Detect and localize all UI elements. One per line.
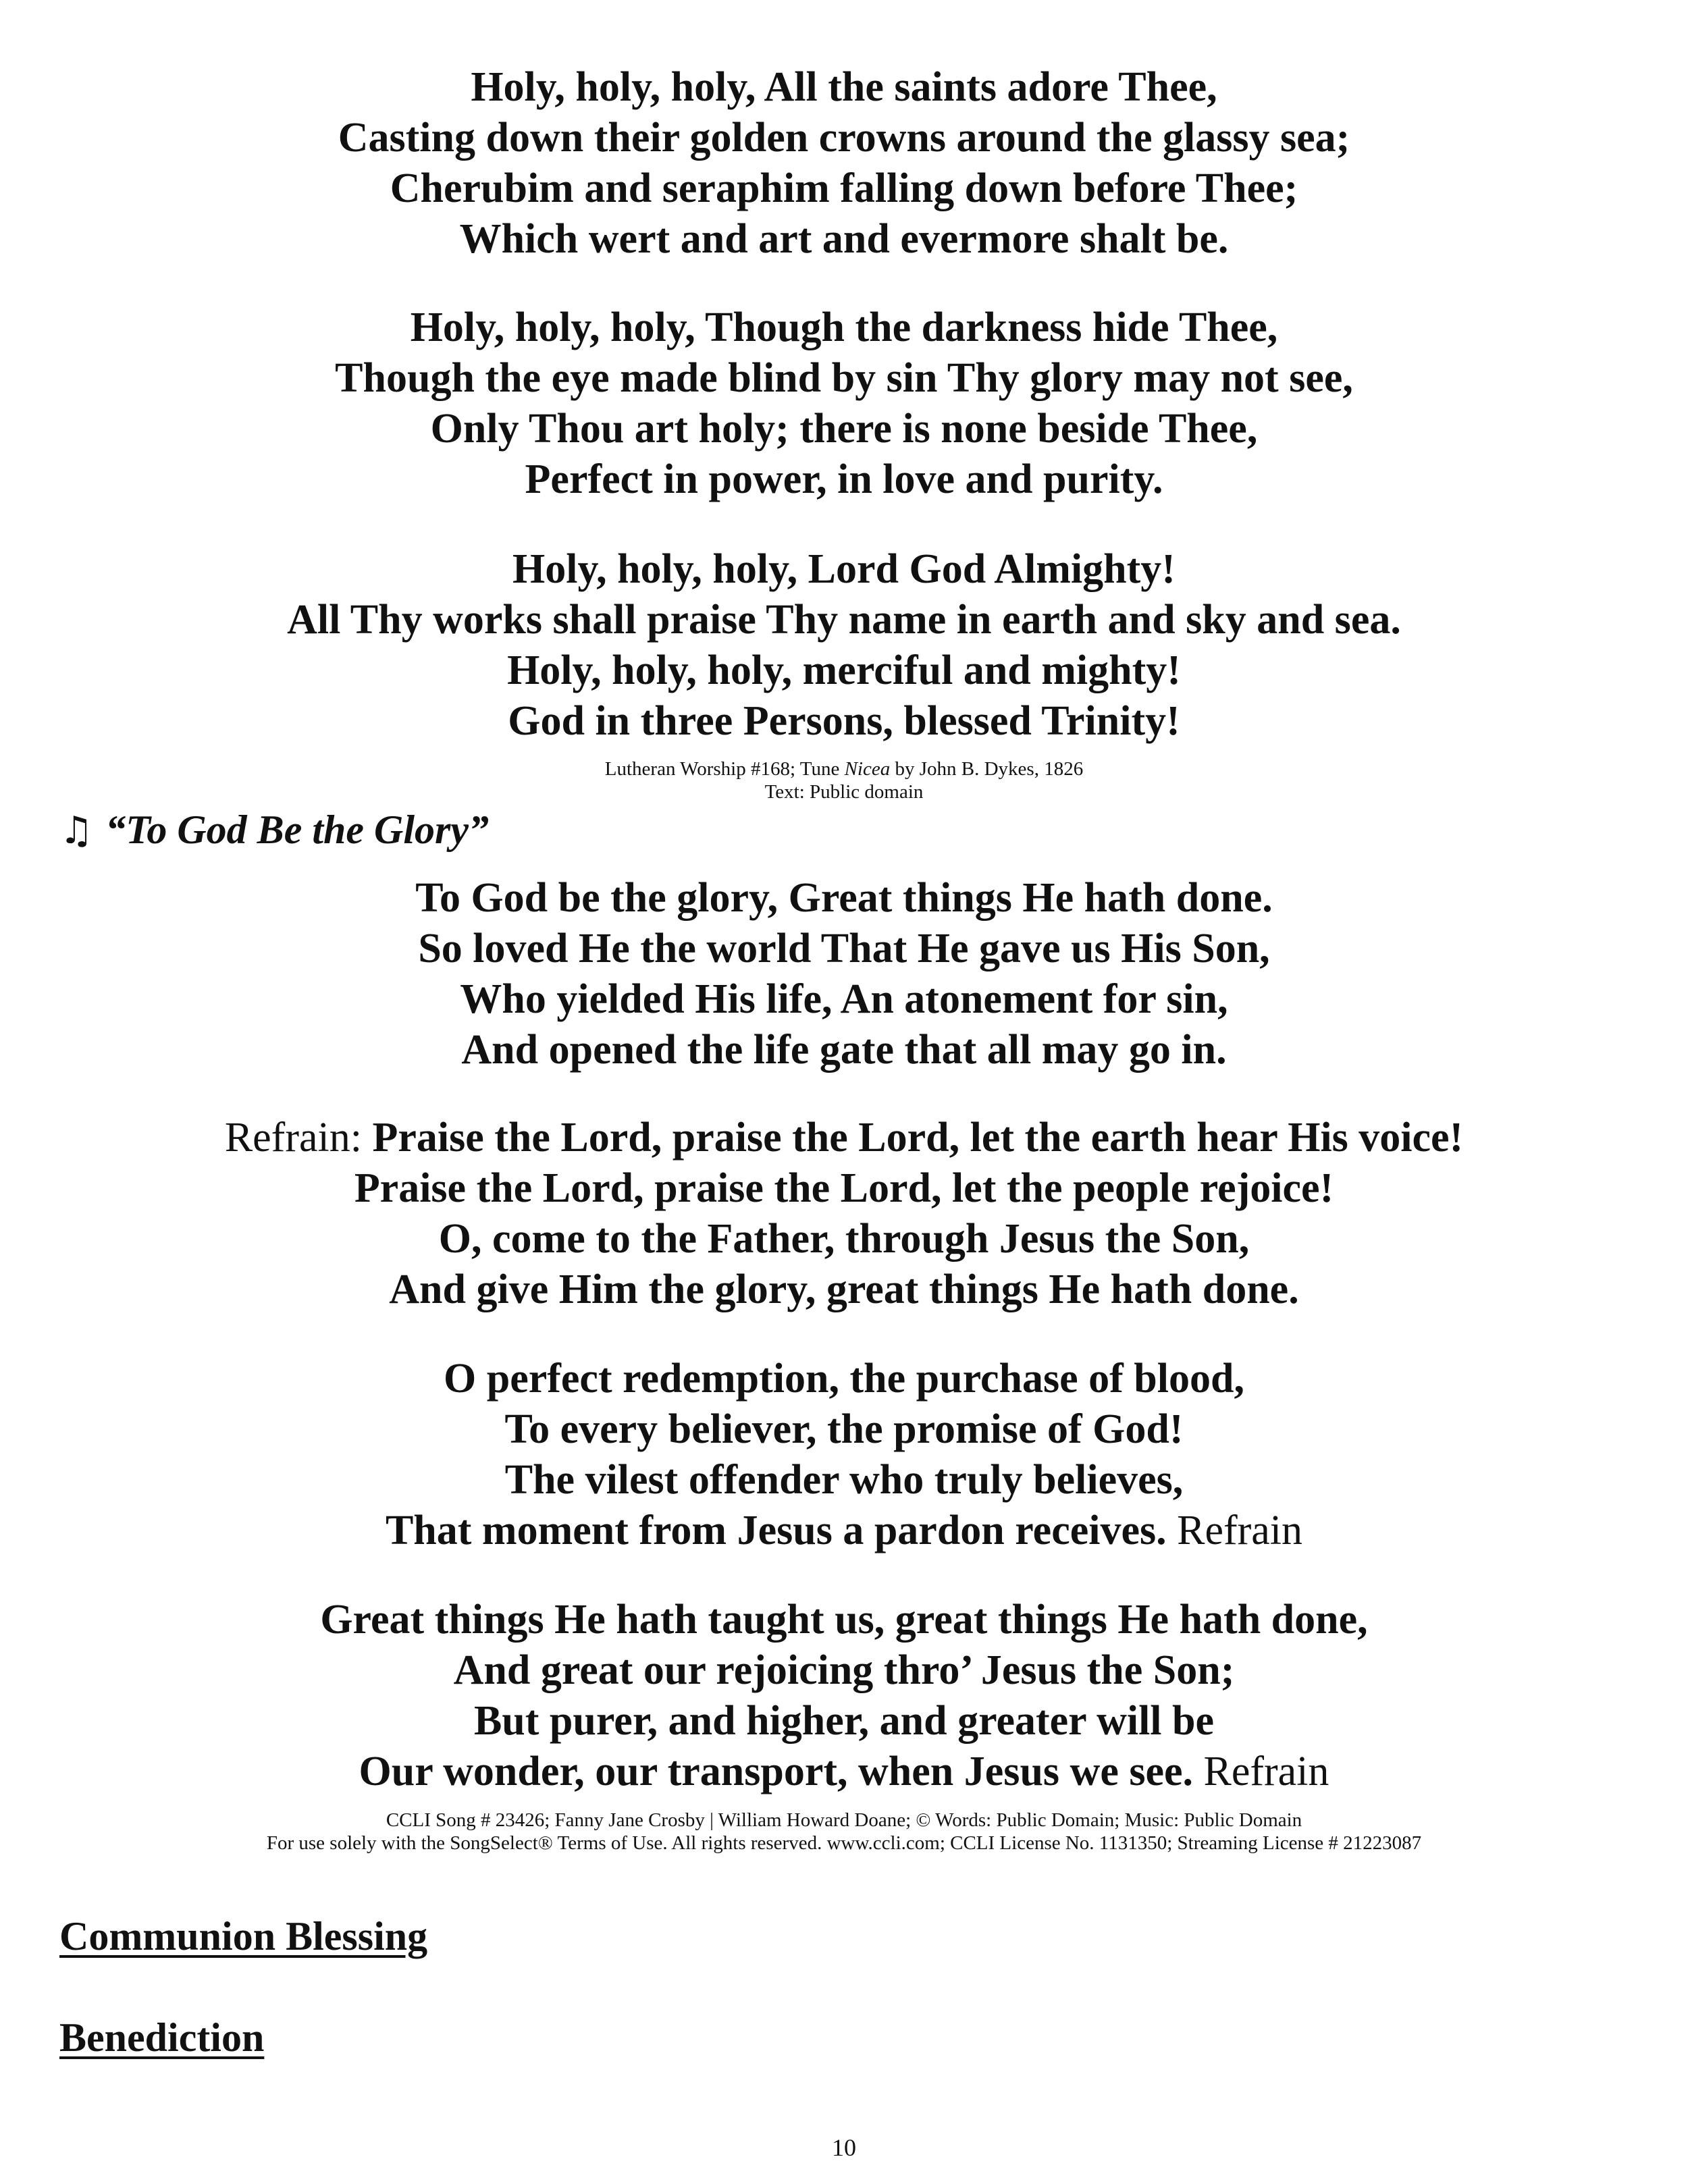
verse-last-line-text: That moment from Jesus a pardon receives. — [385, 1508, 1167, 1553]
verse-last-line — [0, 1747, 1688, 1797]
lyric-line: And opened the life gate that all may go in. — [461, 1027, 1227, 1073]
lyric-line: Casting down their golden crowns around the glassy sea; — [338, 115, 1350, 161]
benediction-heading: Benediction — [59, 2015, 265, 2060]
verse-last-line — [0, 1506, 1688, 1556]
page-number: 10 — [832, 2134, 856, 2161]
hymn1-credit — [0, 757, 1688, 803]
lyric-line: God in three Persons, blessed Trinity! — [508, 698, 1180, 744]
music-note-icon: ♫ — [59, 809, 94, 853]
refrain-cue: Refrain — [1166, 1508, 1303, 1553]
lyric-line: Cherubim and seraphim falling down before Thee; — [390, 165, 1298, 211]
communion-blessing-heading: Communion Blessing — [59, 1914, 428, 1959]
hymn1-stanza-1 — [0, 62, 1688, 265]
lyric-line: To every believer, the promise of God! — [504, 1406, 1184, 1452]
lyric-line: So loved He the world That He gave us His Son, — [418, 926, 1270, 971]
lyric-line: O perfect redemption, the purchase of blood, — [444, 1356, 1244, 1402]
lyric-line: And give Him the glory, great things He hath done. — [389, 1267, 1299, 1312]
lyric-line: Praise the Lord, praise the Lord, let the people rejoice! — [354, 1165, 1334, 1211]
hymn2-verse-2 — [0, 1354, 1688, 1556]
lyric-line: O, come to the Father, through Jesus the Son, — [438, 1216, 1250, 1262]
tune-name: Nicea — [844, 758, 891, 780]
lyric-line: But purer, and higher, and greater will be — [473, 1698, 1215, 1744]
refrain-first-line — [0, 1113, 1688, 1163]
hymn2-title — [59, 807, 489, 853]
lyric-line: To God be the glory, Great things He hath done. — [415, 875, 1273, 921]
lyric-line: Holy, holy, holy, Though the darkness hide Thee, — [410, 304, 1278, 350]
credit-suffix: by John B. Dykes, 1826 — [890, 758, 1084, 780]
hymn2-title-text: “To God Be the Glory” — [105, 807, 489, 852]
hymn1-credit-line-2: Text: Public domain — [764, 781, 924, 803]
hymn2-verse-3 — [0, 1595, 1688, 1797]
hymn1-stanza-3 — [0, 544, 1688, 747]
lyric-line: Which wert and art and evermore shalt be. — [459, 216, 1229, 262]
hymn2-verse-1 — [0, 873, 1688, 1075]
lyric-line: Holy, holy, holy, merciful and mighty! — [507, 647, 1181, 693]
lyric-line: All Thy works shall praise Thy name in earth and sky and sea. — [287, 597, 1401, 643]
lyric-line: Holy, holy, holy, All the saints adore Thee, — [471, 64, 1217, 110]
lyric-line: Great things He hath taught us, great things He hath done, — [320, 1597, 1368, 1643]
refrain-first-line-text: Praise the Lord, praise the Lord, let the earth hear His voice! — [372, 1115, 1464, 1161]
refrain-cue: Refrain — [1193, 1749, 1329, 1794]
credit-prefix: Lutheran Worship #168; Tune — [604, 758, 845, 780]
lyric-line: Holy, holy, holy, Lord God Almighty! — [512, 546, 1176, 592]
hymn2-credit-line-1: CCLI Song # 23426; Fanny Jane Crosby | William Howard Doane; © Words: Public Domain; Music: Public Domain — [386, 1809, 1302, 1831]
hymn1-stanza-2 — [0, 302, 1688, 505]
refrain-label: Refrain: — [224, 1115, 373, 1161]
hymn2-refrain — [0, 1113, 1688, 1315]
hymn1-credit-line-1 — [0, 757, 1688, 780]
lyric-line: Who yielded His life, An atonement for sin, — [460, 976, 1228, 1022]
lyric-line: The vilest offender who truly believes, — [504, 1457, 1184, 1503]
hymn2-credit — [0, 1809, 1688, 1855]
lyric-line: Perfect in power, in love and purity. — [525, 456, 1163, 502]
lyric-line: Only Thou art holy; there is none beside Thee, — [430, 406, 1258, 452]
lyric-line: Though the eye made blind by sin Thy glory may not see, — [335, 355, 1353, 401]
hymn2-credit-line-2: For use solely with the SongSelect® Terms of Use. All rights reserved. www.ccli.com; CCLI License No. 1131350; Streaming License # 21223087 — [266, 1832, 1422, 1854]
verse-last-line-text: Our wonder, our transport, when Jesus we see. — [359, 1749, 1194, 1794]
lyric-line: And great our rejoicing thro’ Jesus the Son; — [453, 1647, 1235, 1693]
